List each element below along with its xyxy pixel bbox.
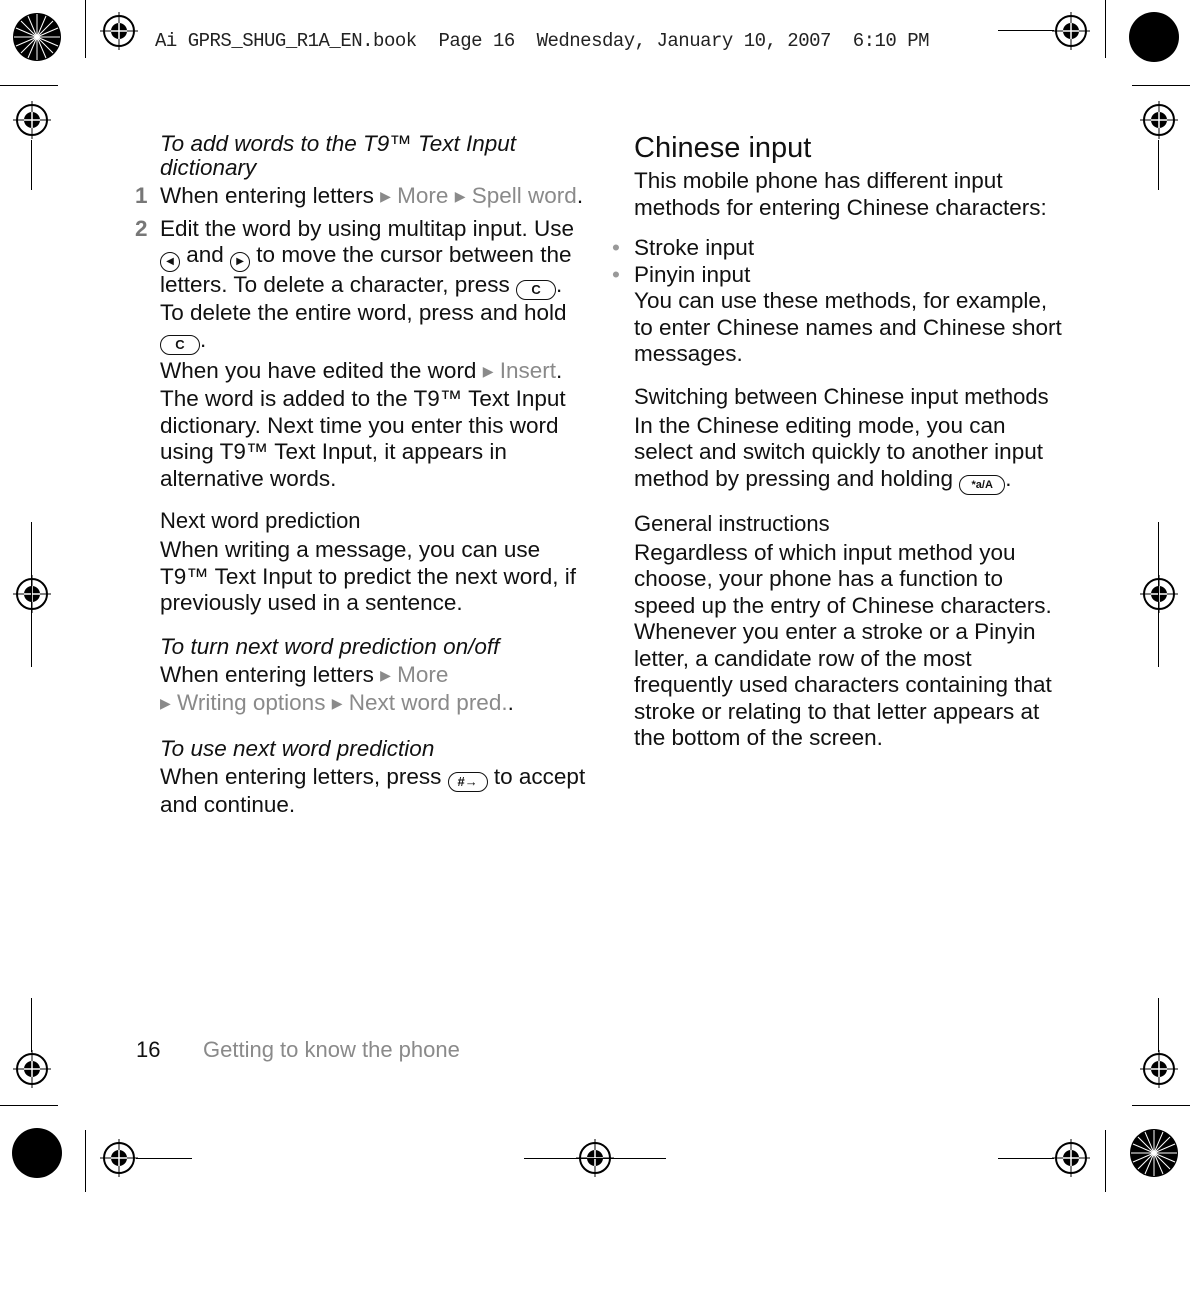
right-navigation-key-icon: ▶ <box>230 252 250 272</box>
step-text: . <box>200 326 207 352</box>
clear-key-icon: C <box>160 335 200 355</box>
list-item <box>612 235 1064 262</box>
starburst-mark-bottom-right <box>1129 1128 1179 1178</box>
add-words-heading: To add words to the T9™ Text Input dictionary <box>160 131 517 180</box>
arrow-icon: ▶ <box>331 695 343 711</box>
slug-line: Ai GPRS_SHUG_R1A_EN.book Page 16 Wednesday, January 10, 2007 6:10 PM <box>155 30 930 52</box>
solid-disc-mark-bottom-left <box>12 1128 62 1178</box>
step-2 <box>135 215 590 493</box>
arrow-icon: ▶ <box>380 666 391 683</box>
section-title: Getting to know the phone <box>203 1037 460 1062</box>
step-number: 1 <box>135 183 148 208</box>
step-number: 2 <box>135 215 148 241</box>
trim-line <box>31 998 32 1052</box>
trim-line <box>0 85 58 86</box>
para-text: When entering letters <box>160 661 381 687</box>
menu-more: More <box>397 183 449 208</box>
next-word-paragraph: When writing a message, you can use T9™ Text Input to predict the next word, if previously used in a sentence. <box>160 537 577 615</box>
intro-paragraph: This mobile phone has different input methods for entering Chinese characters: <box>634 168 1047 220</box>
hash-key-icon: #→ <box>448 772 488 792</box>
left-column <box>135 131 590 818</box>
trim-line <box>998 30 1054 31</box>
para-text: When entering letters, press <box>160 763 448 789</box>
input-method-list <box>612 235 1064 288</box>
trim-line <box>85 0 86 58</box>
chinese-input-title: Chinese input <box>634 132 812 164</box>
punctuation: . <box>576 183 584 208</box>
switching-paragraph <box>634 413 1064 495</box>
arrow-icon: ▶ <box>482 362 494 379</box>
turn-on-off-heading: To turn next word prediction on/off <box>160 633 500 659</box>
crosshair-mark <box>100 12 138 50</box>
trim-line <box>0 1105 58 1106</box>
solid-disc-mark-top-right <box>1129 12 1179 62</box>
trim-line <box>31 522 32 667</box>
menu-insert: Insert <box>499 357 557 383</box>
crosshair-mark <box>100 1139 138 1177</box>
step-1 <box>135 183 590 212</box>
crosshair-mark <box>1140 575 1178 613</box>
trim-line <box>1158 998 1159 1052</box>
methods-usage-paragraph: You can use these methods, for example, to enter Chinese names and Chinese short messages. <box>634 288 1062 366</box>
use-prediction-heading: To use next word prediction <box>160 735 435 761</box>
starburst-mark-top-left <box>12 12 62 62</box>
punctuation: . <box>507 690 514 715</box>
step-text: to move the cursor between the letters. To delete a character, press <box>160 242 572 297</box>
arrow-icon: ▶ <box>160 695 171 711</box>
trim-line <box>1158 522 1159 667</box>
crosshair-mark <box>1140 101 1178 139</box>
clear-key-icon: C <box>516 280 556 300</box>
switching-heading: Switching between Chinese input methods <box>634 383 1049 409</box>
step-text: . To delete the entire word, press and hold <box>160 272 567 325</box>
list-item-label: Pinyin input <box>634 261 751 287</box>
menu-next-word-pred: Next word pred. <box>348 690 508 715</box>
trim-line <box>524 1158 666 1159</box>
crosshair-mark <box>13 1050 51 1088</box>
crosshair-mark <box>1140 1050 1178 1088</box>
step-text: Edit the word by using multitap input. Use <box>160 215 574 241</box>
menu-more: More <box>397 661 449 687</box>
step-text: When you have edited the word <box>160 357 483 383</box>
arrow-icon: ▶ <box>380 188 391 204</box>
bullet-icon: • <box>612 235 620 260</box>
trim-line <box>85 1130 86 1192</box>
turn-on-off-paragraph <box>160 662 590 719</box>
left-navigation-key-icon: ◀ <box>160 252 180 272</box>
trim-line <box>1132 1105 1190 1106</box>
trim-line <box>1105 0 1106 58</box>
crosshair-mark <box>1052 12 1090 50</box>
general-instructions-heading: General instructions <box>634 510 830 536</box>
page-number: 16 <box>136 1037 161 1062</box>
use-prediction-paragraph <box>160 764 590 819</box>
trim-line <box>1158 140 1159 190</box>
trim-line <box>1132 85 1190 86</box>
trim-line <box>998 1158 1054 1159</box>
next-word-heading: Next word prediction <box>160 508 361 533</box>
menu-spell-word: Spell word <box>471 183 577 208</box>
step-text: and <box>180 242 231 267</box>
menu-writing-options: Writing options <box>177 690 326 715</box>
step-text: When entering letters <box>160 183 381 208</box>
crosshair-mark <box>13 575 51 613</box>
step-text: . The word is added to the T9™ Text Input dictionary. Next time you enter this word using T9™ Text Input, it appears in alternative words. <box>160 357 566 491</box>
punctuation: . <box>1005 465 1012 491</box>
crosshair-mark <box>13 101 51 139</box>
star-key-icon: *a/A <box>959 475 1005 495</box>
list-item <box>612 261 1064 289</box>
para-text: to accept and continue. <box>160 763 586 817</box>
general-instructions-paragraph: Regardless of which input method you choose, your phone has a function to speed up the entry of Chinese characters. Whenever you enter a stroke or a Pinyin letter, a candidate row of the most frequently used characters containing that stroke or relating to that letter appears at the bottom of the screen. <box>634 539 1052 750</box>
trim-line <box>1105 1130 1106 1192</box>
arrow-icon: ▶ <box>454 188 466 204</box>
trim-line <box>31 140 32 190</box>
right-column <box>612 132 1064 752</box>
crosshair-mark <box>1052 1139 1090 1177</box>
list-item-label: Stroke input <box>634 235 755 260</box>
para-text: In the Chinese editing mode, you can select and switch quickly to another input method by pressing and holding <box>634 412 1043 491</box>
bullet-icon: • <box>612 261 620 287</box>
trim-line <box>136 1158 192 1159</box>
